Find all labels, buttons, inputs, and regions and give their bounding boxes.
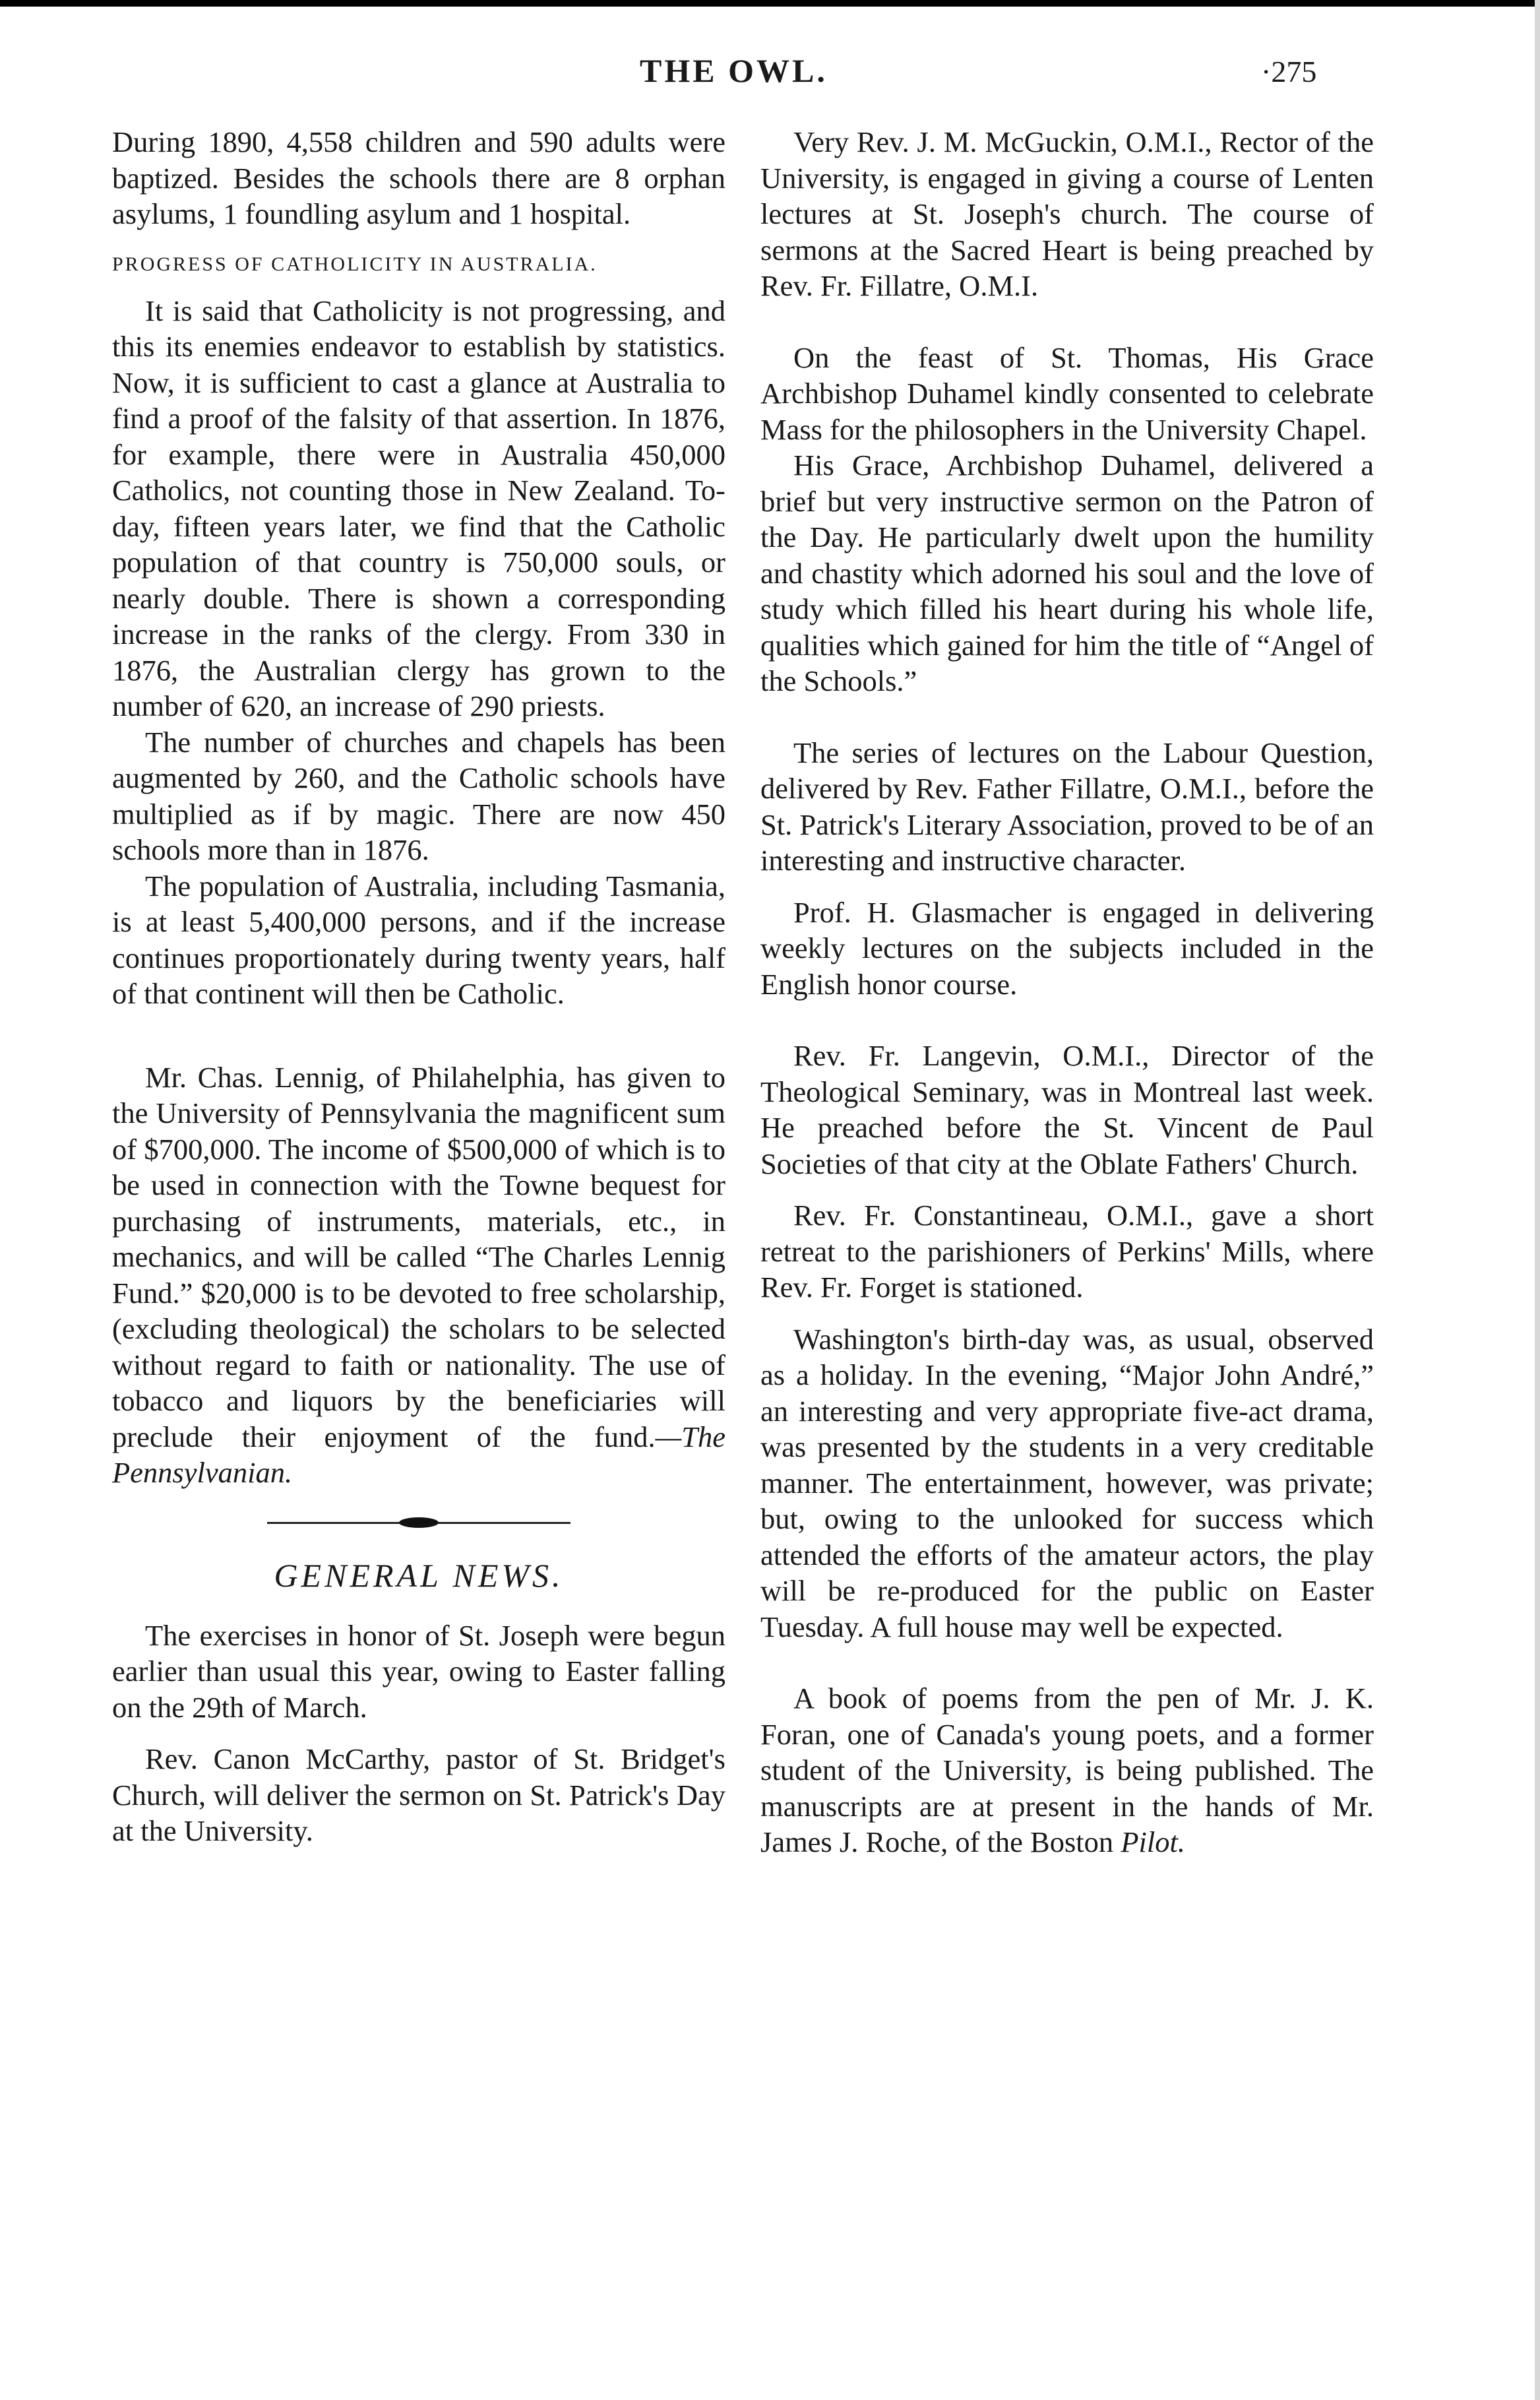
paragraph-washington-birthday: Washington's birth-day was, as usual, observed as a holiday. In the evening, “Major John André,” an interesting and very appropriate five-act drama, was presented by the students in a very creditable manner. The entertainment, however, was private; but, owing to the unlooked for success which attended the efforts of the amateur actors, the play will be re-produced for the public on Easter Tuesday. A full house may well be expected. [760,1322,1374,1643]
paragraph-foran-poems [760,1680,1374,1860]
paragraph-lennig-fund [112,1059,725,1491]
paragraph-population: The population of Australia, including Tasmania, is at least 5,400,000 persons, and if the increase continues proportionately during twenty years, half of that continent will then be Catholic. [112,869,725,1010]
paragraph-mcguckin: Very Rev. J. M. McGuckin, O.M.I., Rector of the University, is engaged in giving a course of Lenten lectures at St. Joseph's church. The course of sermons at the Sacred Heart is being preached by Rev. Fr. Fillatre, O.M.I. [760,125,1374,302]
page-header [0,51,1540,104]
paragraph-glasmacher: Prof. H. Glasmacher is engaged in delivering weekly lectures on the subjects included in the English honor course. [760,895,1374,1001]
section-title-general-news: GENERAL NEWS. [274,1556,564,1594]
paragraph-baptisms: During 1890, 4,558 children and 590 adults were baptized. Besides the schools there are 8 orphan asylums, 1 foundling asylum and 1 hospital. [112,125,725,230]
page-edge [1535,0,1540,2400]
paragraph-constantineau: Rev. Fr. Constantineau, O.M.I., gave a short retreat to the parishioners of Perkins' Mills, where Rev. Fr. Forget is stationed. [760,1199,1374,1304]
top-border [0,0,1540,7]
paragraph-canon-mccarthy: Rev. Canon McCarthy, pastor of St. Bridget's Church, will deliver the sermon on St. Patrick's Day at the University. [112,1742,725,1847]
paragraph-australia-statistics: It is said that Catholicity is not progressing, and this its enemies endeavor to establish by statistics. Now, it is sufficient to cast a glance at Australia to find a proof of the falsity of that assertion. In 1876, for example, there were in Australia 450,000 Catholics, not counting those in New Zealand. To-day, fifteen years later, we find that the Catholic population of that country is 750,000 souls, or nearly double. There is shown a corresponding increase in the ranks of the clergy. From 330 in 1876, the Australian clergy has grown to the number of 620, an increase of 290 priests. [112,294,725,722]
boston-pilot: Pilot. [1121,1825,1185,1858]
paragraph-st-joseph: The exercises in honor of St. Joseph were begun earlier than usual this year, owing to Easter falling on the 29th of March. [112,1618,725,1724]
paragraph-churches: The number of churches and chapels has been augmented by 260, and the Catholic schools have multiplied as if by magic. There are now 450 schools more than in 1876. [112,725,725,866]
lennig-text: Mr. Chas. Lennig, of Philahelphia, has given to the University of Pennsylvania the magnificent sum of $700,000. The income of $500,000 of which is to be used in connection with the Towne bequest for purchasing of instruments, materials, etc., in mechanics, and will be called “The Charles Lennig Fund.” $20,000 is to be devoted to free scholarship, (excluding theological) the scholars to be selected without regard to faith or nationality. The use of tobacco and liquors by the beneficiaries will preclude their enjoyment of the fund. [112,1060,725,1453]
left-column [112,124,725,1849]
paragraph-st-thomas: On the feast of St. Thomas, His Grace Archbishop Duhamel kindly consented to celebrate Mass for the philosophers in the University Chapel. [760,340,1374,446]
right-column [760,124,1374,1860]
source-pennsylvanian: —The Pennsylvanian. [112,1420,725,1489]
section-divider [267,1516,570,1529]
heading-australia: PROGRESS OF CATHOLICITY IN AUSTRALIA. [112,253,598,275]
paragraph-labour-lectures: The series of lectures on the Labour Question, delivered by Rev. Father Fillatre, O.M.I., before the St. Patrick's Literary Association, proved to be of an interesting and instructive character. [760,736,1374,877]
paragraph-langevin: Rev. Fr. Langevin, O.M.I., Director of the Theological Seminary, was in Montreal last week. He preached before the St. Vincent de Paul Societies of that city at the Oblate Fathers' Church. [760,1039,1374,1180]
journal-title: THE OWL. [640,52,828,89]
paragraph-duhamel-sermon: His Grace, Archbishop Duhamel, delivered a brief but very instructive sermon on the Patron of the Day. He particularly dwelt upon the humility and chastity which adorned his soul and the love of study which filled his heart during his whole life, qualities which gained for him the title of “Angel of the Schools.” [760,449,1374,697]
foran-text: A book of poems from the pen of Mr. J. K. Foran, one of Canada's young poets, and a former student of the University, is being published. The manuscripts are at present in the hands of Mr. James J. Roche, of the Boston [760,1682,1374,1858]
page-number: ·275 [1261,55,1317,88]
